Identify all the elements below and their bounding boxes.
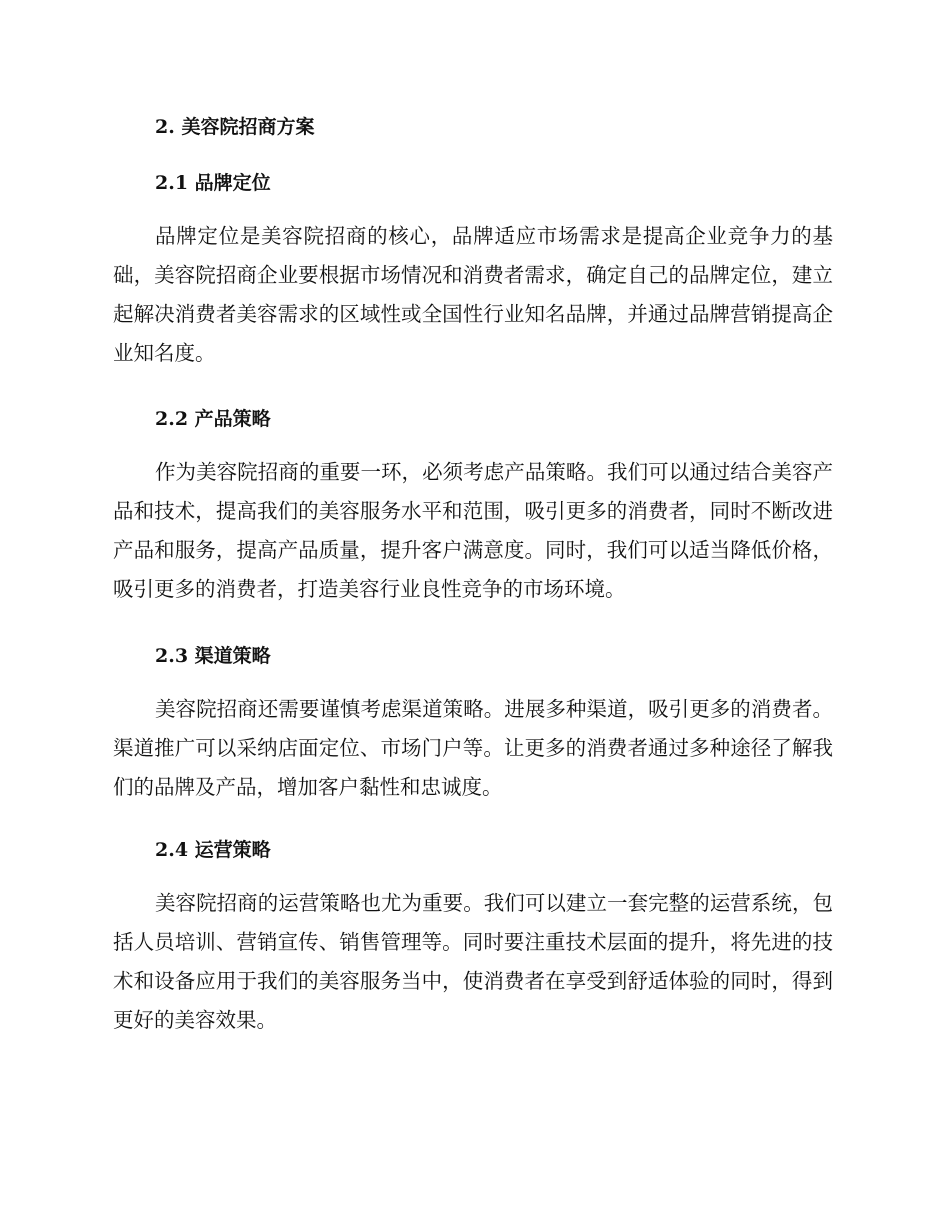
heading-channel-strategy: 2.3 渠道策略	[155, 645, 271, 667]
paragraph-product-strategy: 作为美容院招商的重要一环，必须考虑产品策略。我们可以通过结合美容产品和技术，提高我们的美容服务水平和范围，吸引更多的消费者，同时不断改进产品和服务，提高产品质量，提升客户满意度。同时，我们可以适当降低价格，吸引更多的消费者，打造美容行业良性竞争的市场环境。	[113, 460, 833, 601]
paragraph-operations-strategy: 美容院招商的运营策略也尤为重要。我们可以建立一套完整的运营系统，包括人员培训、营销宣传、销售管理等。同时要注重技术层面的提升，将先进的技术和设备应用于我们的美容服务当中，使消费者在享受到舒适体验的同时，得到更好的美容效果。	[113, 891, 833, 1032]
paragraph-brand-positioning: 品牌定位是美容院招商的核心，品牌适应市场需求是提高企业竞争力的基础，美容院招商企业要根据市场情况和消费者需求，确定自己的品牌定位，建立起解决消费者美容需求的区域性或全国性行业知名品牌，并通过品牌营销提高企业知名度。	[113, 224, 833, 365]
section-title: 2. 美容院招商方案	[155, 116, 315, 138]
paragraph-channel-strategy: 美容院招商还需要谨慎考虑渠道策略。进展多种渠道，吸引更多的消费者。渠道推广可以采纳店面定位、市场门户等。让更多的消费者通过多种途径了解我们的品牌及产品，增加客户黏性和忠诚度。	[113, 697, 833, 799]
heading-operations-strategy: 2.4 运营策略	[155, 839, 271, 861]
heading-brand-positioning: 2.1 品牌定位	[155, 172, 271, 194]
heading-product-strategy: 2.2 产品策略	[155, 408, 271, 430]
